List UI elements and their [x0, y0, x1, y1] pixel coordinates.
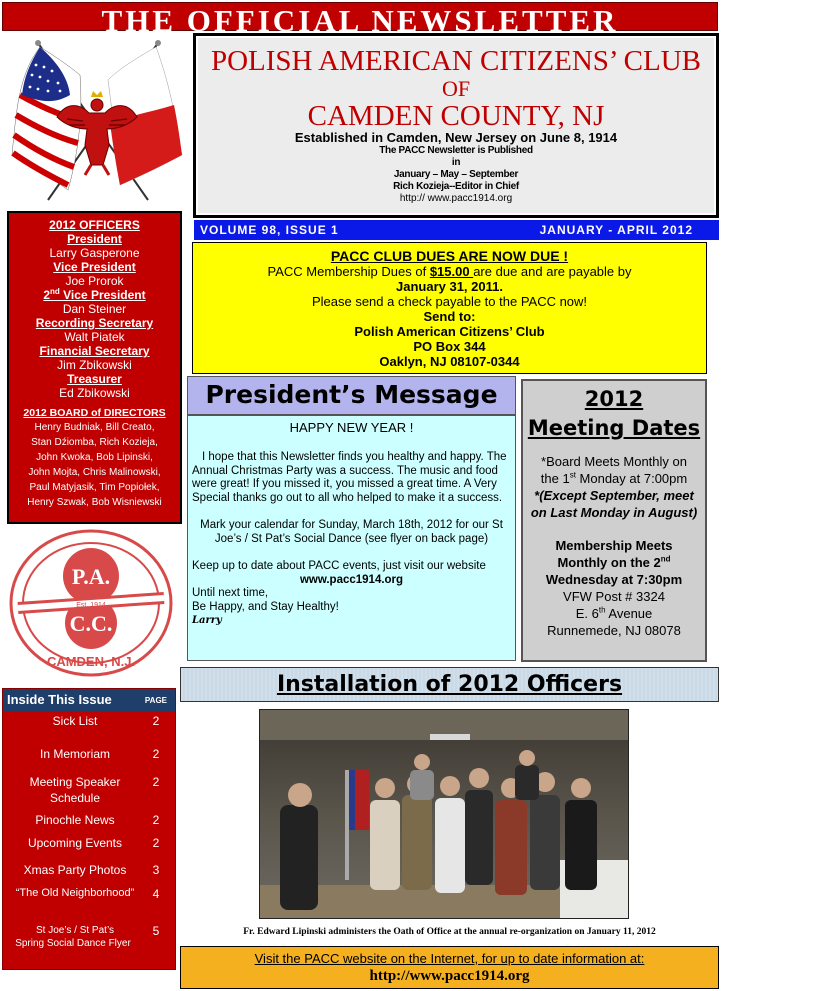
toc-item-label[interactable]: Upcoming Events	[27, 836, 123, 850]
director-line: John Kwoka, Bob Lipinski,	[36, 452, 153, 463]
logo-camden-text: CAMDEN, N.J.	[46, 654, 136, 669]
published-line: The PACC Newsletter is Published	[379, 145, 533, 156]
toc-page-label: PAGE	[144, 696, 167, 705]
toc-item-label[interactable]: “The Old Neighborhood”	[15, 887, 135, 899]
dues-address: Oaklyn, NJ 08107-0344	[379, 354, 520, 369]
dues-deadline: January 31, 2011.	[396, 279, 503, 294]
officer-name: Larry Gasperone	[49, 246, 140, 260]
officer-title: Vice President	[53, 260, 136, 274]
dues-title: PACC CLUB DUES ARE NOW DUE !	[330, 248, 569, 264]
board-heading: 2012 BOARD of DIRECTORS	[23, 407, 166, 419]
published-in: in	[451, 157, 461, 168]
venue-name: VFW Post # 3324	[563, 589, 665, 604]
toc-item-page: 2	[152, 775, 160, 789]
toc-item-page: 2	[152, 747, 160, 761]
officer-name: Ed Zbikowski	[59, 386, 130, 400]
venue-city: Runnemede, NJ 08078	[547, 623, 681, 638]
dues-send-to: Send to:	[423, 309, 476, 324]
editor-line: Rich Kozieja--Editor in Chief	[393, 181, 519, 192]
message-closing: Be Happy, and Stay Healthy!	[192, 600, 339, 613]
pacc-logo	[6, 528, 176, 678]
toc-item-page: 2	[152, 836, 160, 850]
dues-amount-line: PACC Membership Dues of $15.00 are due and are payable by	[267, 264, 632, 279]
toc-item-page: 3	[152, 863, 160, 877]
toc-item-page: 2	[152, 714, 160, 728]
crossed-flags-eagle-image	[8, 35, 186, 205]
volume-bar	[194, 220, 719, 240]
club-header	[193, 33, 719, 218]
dues-address: Polish American Citizens’ Club	[354, 324, 545, 339]
venue-street: E. 6th Avenue	[575, 605, 653, 621]
toc-item-label[interactable]: In Memoriam	[39, 747, 110, 761]
installation-header	[180, 667, 719, 702]
message-paragraph: Mark your calendar for Sunday, March 18th, 2012 for our St Joe’s / St Pat’s Social Dance (see flyer on back page)	[200, 519, 503, 545]
exception-line: on Last Monday in August)	[530, 505, 698, 520]
toc-item-label[interactable]: Pinochle News	[35, 813, 115, 827]
dues-instruction: Please send a check payable to the PACC now!	[311, 294, 588, 309]
table-of-contents	[2, 688, 176, 970]
message-website[interactable]: www.pacc1914.org	[299, 573, 404, 586]
website-box	[180, 946, 719, 989]
toc-item-page: 5	[152, 924, 160, 938]
meeting-title: Meeting Dates	[527, 416, 701, 440]
toc-header	[3, 689, 175, 711]
officer-title: Recording Secretary	[35, 316, 154, 330]
installation-photo	[259, 709, 629, 919]
director-line: Paul Matyjasik, Tim Popiołek,	[29, 482, 160, 493]
website-invite[interactable]: Visit the PACC website on the Internet, for up to date information at:	[254, 951, 645, 966]
toc-item-page: 4	[152, 887, 160, 901]
greeting: HAPPY NEW YEAR !	[289, 420, 414, 435]
issue-date: JANUARY - APRIL 2012	[539, 223, 693, 237]
officer-title-2nd-vp: 2nd Vice President	[43, 287, 146, 302]
installation-title: Installation of 2012 Officers	[276, 672, 623, 697]
dues-notice	[192, 242, 707, 374]
established-line: Established in Camden, New Jersey on June 8, 1914	[294, 130, 618, 145]
officer-title: President	[67, 232, 122, 246]
toc-item-label[interactable]: Meeting Speaker	[29, 775, 121, 789]
membership-meets-line: Membership Meets	[555, 538, 673, 553]
photo-caption: Fr. Edward Lipinski administers the Oath of Office at the annual re-organization on January 11, 2012	[243, 927, 656, 937]
meeting-dates-panel	[521, 379, 707, 662]
presidents-message-title: President’s Message	[205, 380, 498, 409]
presidents-message-header	[187, 376, 516, 415]
banner-title: THE OFFICIAL NEWSLETTER	[101, 3, 619, 32]
club-name-of: OF	[441, 76, 471, 101]
officer-name: Dan Steiner	[62, 302, 127, 316]
message-closing: Until next time,	[192, 587, 269, 599]
dues-amount: $15.00	[429, 264, 474, 279]
meeting-title-year: 2012	[584, 387, 644, 411]
logo-est-text: Est. 1914	[76, 602, 106, 609]
logo-pa-text: P.A.	[71, 564, 111, 589]
officers-panel	[7, 211, 182, 524]
header-website[interactable]: http:// www.pacc1914.org	[399, 193, 513, 204]
board-meets-line-2: the 1st Monday at 7:00pm	[540, 470, 688, 486]
director-line: Henry Szwak, Bob Wisniewski	[27, 497, 162, 508]
director-line: John Mojta, Chris Malinowski,	[28, 467, 161, 478]
toc-item-label[interactable]: St Joe’s / St Pat’s	[35, 925, 114, 936]
membership-meets-time: Wednesday at 7:30pm	[545, 572, 683, 587]
volume-issue: VOLUME 98, ISSUE 1	[200, 223, 339, 237]
toc-item-label[interactable]: Sick List	[52, 714, 98, 728]
toc-item-label-2[interactable]: Spring Social Dance Flyer	[15, 938, 131, 949]
director-line: Henry Budniak, Bill Creato,	[34, 422, 155, 433]
officer-name: Walt Piatek	[64, 330, 125, 344]
toc-heading: Inside This Issue	[7, 692, 112, 707]
website-url[interactable]: http://www.pacc1914.org	[369, 968, 530, 984]
membership-meets-line-2: Monthly on the 2nd	[557, 554, 671, 570]
officer-title: Treasurer	[67, 372, 122, 386]
officer-name: Joe Prorok	[65, 274, 124, 288]
logo-cc-text: C.C.	[69, 611, 113, 636]
newsletter-banner	[2, 2, 718, 31]
signature: Larry	[192, 615, 222, 626]
club-name: POLISH AMERICAN CITIZENS’ CLUB	[210, 45, 702, 77]
exception-line: *(Except September, meet	[534, 488, 694, 503]
toc-item-label-2[interactable]: Schedule	[49, 791, 101, 805]
message-paragraph: Keep up to date about PACC events, just visit our website	[192, 560, 486, 572]
officer-title: Financial Secretary	[39, 344, 150, 358]
dues-address: PO Box 344	[413, 339, 486, 354]
director-line: Stan Dźiomba, Rich Kozieja,	[31, 437, 158, 448]
board-meets-line: *Board Meets Monthly on	[541, 454, 687, 469]
toc-item-label[interactable]: Xmas Party Photos	[23, 863, 127, 877]
message-paragraph: I hope that this Newsletter finds you healthy and happy. The Annual Christmas Party was a success. The music and food were great! If you missed it, you missed a great time. A Very Special thanks go out to all who helped to make it a success.	[192, 451, 507, 504]
officer-name: Jim Zbikowski	[57, 358, 132, 372]
presidents-message-body	[187, 415, 516, 661]
published-months: January – May – September	[393, 169, 519, 180]
officers-heading: 2012 OFFICERS	[49, 218, 140, 232]
toc-item-page: 2	[152, 813, 160, 827]
club-county: CAMDEN COUNTY, NJ	[307, 100, 605, 132]
